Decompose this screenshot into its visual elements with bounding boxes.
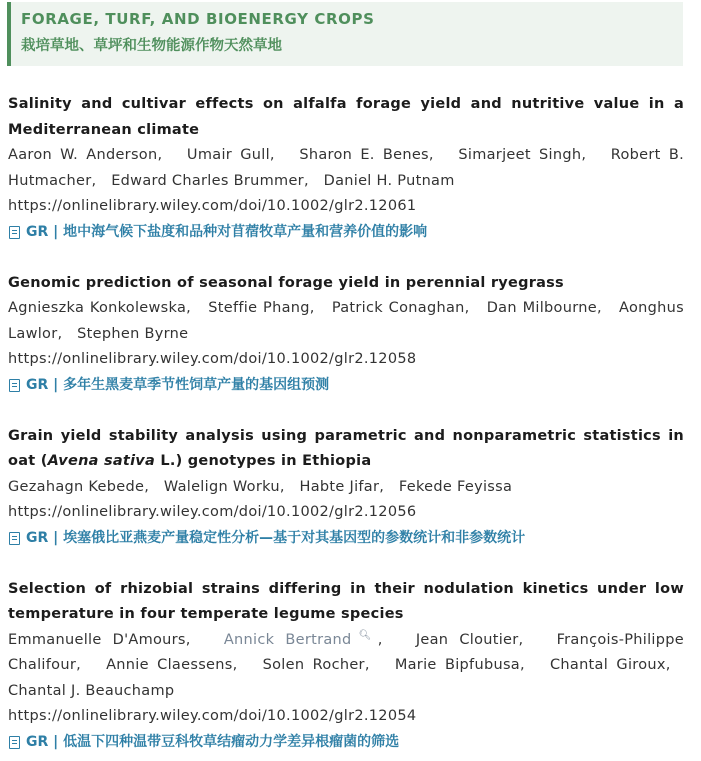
article-summary-text: GR | 埃塞俄比亚燕麦产量稳定性分析—基于对其基因型的参数统计和非参数统计 bbox=[26, 529, 526, 546]
author-name: Aaron W. Anderson bbox=[8, 147, 158, 163]
article-list bbox=[8, 92, 684, 761]
article-item bbox=[8, 271, 684, 399]
author-name: Aonghus Lawlor bbox=[8, 300, 684, 342]
author-name: Fekede Feyissa bbox=[398, 478, 513, 495]
article-authors: Agnieszka Konkolewska, Steffie Phang, Patrick Conaghan, Dan Milbourne, Aonghus Lawlor, Stephen Byrne bbox=[8, 300, 684, 342]
author-name: Marie Bipfubusa bbox=[394, 657, 520, 673]
species-name: Avena sativa bbox=[47, 453, 156, 469]
author-name: Solen Rocher bbox=[262, 657, 365, 673]
article-title-part: Grain yield stability analysis using parametric and nonparametric statistics in oat ( bbox=[8, 427, 684, 469]
section-title-english: FORAGE, TURF, AND BIOENERGY CROPS bbox=[21, 10, 375, 28]
document-icon bbox=[9, 226, 20, 239]
article-item bbox=[8, 577, 684, 756]
author-name: Sharon E. Benes bbox=[299, 147, 429, 163]
author-name: Umair Gull bbox=[186, 147, 270, 163]
article-item bbox=[8, 92, 684, 245]
article-summary-link[interactable] bbox=[8, 730, 684, 756]
article-url[interactable]: https://onlinelibrary.wiley.com/doi/10.1002/glr2.12058 bbox=[8, 351, 417, 367]
article-item bbox=[8, 424, 684, 552]
article-summary-text: GR | 多年生黑麦草季节性饲草产量的基因组预测 bbox=[26, 376, 330, 393]
author-link[interactable]: Annick Bertrand bbox=[223, 631, 352, 648]
section-header bbox=[7, 2, 683, 66]
author-name: Gezahagn Kebede bbox=[8, 478, 145, 495]
author-name: Agnieszka Konkolewska bbox=[8, 300, 187, 316]
article-url[interactable]: https://onlinelibrary.wiley.com/doi/10.1002/glr2.12054 bbox=[8, 708, 417, 724]
author-name: François-Philippe Chalifour bbox=[8, 631, 684, 673]
article-title[interactable]: Selection of rhizobial strains differing in their nodulation kinetics under low temperature in four temperate legume species bbox=[8, 580, 684, 622]
author-name: Habte Jifar bbox=[299, 478, 380, 495]
author-name: Chantal Giroux bbox=[549, 657, 666, 673]
article-authors: Emmanuelle D'Amours, Annick Bertrand🔍︎, Jean Cloutier, François-Philippe Chalifour, Annie Claessens, Solen Rocher, Marie Bipfubusa, Chantal Giroux, Chantal J. Beauchamp bbox=[8, 629, 684, 699]
author-name: Jean Cloutier bbox=[415, 631, 519, 648]
document-icon bbox=[9, 532, 20, 545]
article-title-part: L.) genotypes in Ethiopia bbox=[155, 453, 372, 469]
author-name: Patrick Conaghan bbox=[331, 300, 465, 316]
article-url[interactable]: https://onlinelibrary.wiley.com/doi/10.1002/glr2.12061 bbox=[8, 198, 417, 214]
article-summary-link[interactable] bbox=[8, 373, 684, 399]
article-title[interactable] bbox=[8, 424, 684, 475]
article-summary-link[interactable] bbox=[8, 526, 684, 552]
article-title[interactable]: Genomic prediction of seasonal forage yield in perennial ryegrass bbox=[8, 274, 564, 291]
document-icon bbox=[9, 736, 20, 749]
article-authors: Aaron W. Anderson, Umair Gull, Sharon E. Benes, Simarjeet Singh, Robert B. Hutmacher, Edward Charles Brummer, Daniel H. Putnam bbox=[8, 147, 684, 189]
article-summary-text: GR | 低温下四种温带豆科牧草结瘤动力学差异根瘤菌的筛选 bbox=[26, 733, 400, 750]
document-icon bbox=[9, 379, 20, 392]
author-name: Edward Charles Brummer bbox=[111, 172, 304, 189]
article-title[interactable]: Salinity and cultivar effects on alfalfa forage yield and nutritive value in a Mediterranean climate bbox=[8, 96, 684, 138]
article-summary-link[interactable] bbox=[8, 220, 684, 246]
search-icon[interactable]: 🔍︎ bbox=[352, 629, 378, 641]
article-authors: Gezahagn Kebede, Walelign Worku, Habte Jifar, Fekede Feyissa bbox=[8, 478, 513, 495]
article-url[interactable]: https://onlinelibrary.wiley.com/doi/10.1002/glr2.12056 bbox=[8, 504, 417, 520]
author-name: Steffie Phang bbox=[208, 300, 310, 316]
author-name: Robert B. Hutmacher bbox=[8, 147, 684, 189]
author-name: Stephen Byrne bbox=[77, 325, 189, 342]
author-name: Emmanuelle D'Amours bbox=[8, 631, 186, 648]
author-name: Simarjeet Singh bbox=[458, 147, 582, 163]
author-name: Daniel H. Putnam bbox=[323, 172, 455, 189]
author-name: Annie Claessens bbox=[106, 657, 233, 673]
author-name: Chantal J. Beauchamp bbox=[8, 682, 175, 699]
author-name: Walelign Worku bbox=[163, 478, 280, 495]
author-name: Dan Milbourne bbox=[486, 300, 597, 316]
article-summary-text: GR | 地中海气候下盐度和品种对苜蓿牧草产量和营养价值的影响 bbox=[26, 223, 428, 240]
section-title-chinese: 栽培草地、草坪和生物能源作物天然草地 bbox=[21, 38, 282, 54]
